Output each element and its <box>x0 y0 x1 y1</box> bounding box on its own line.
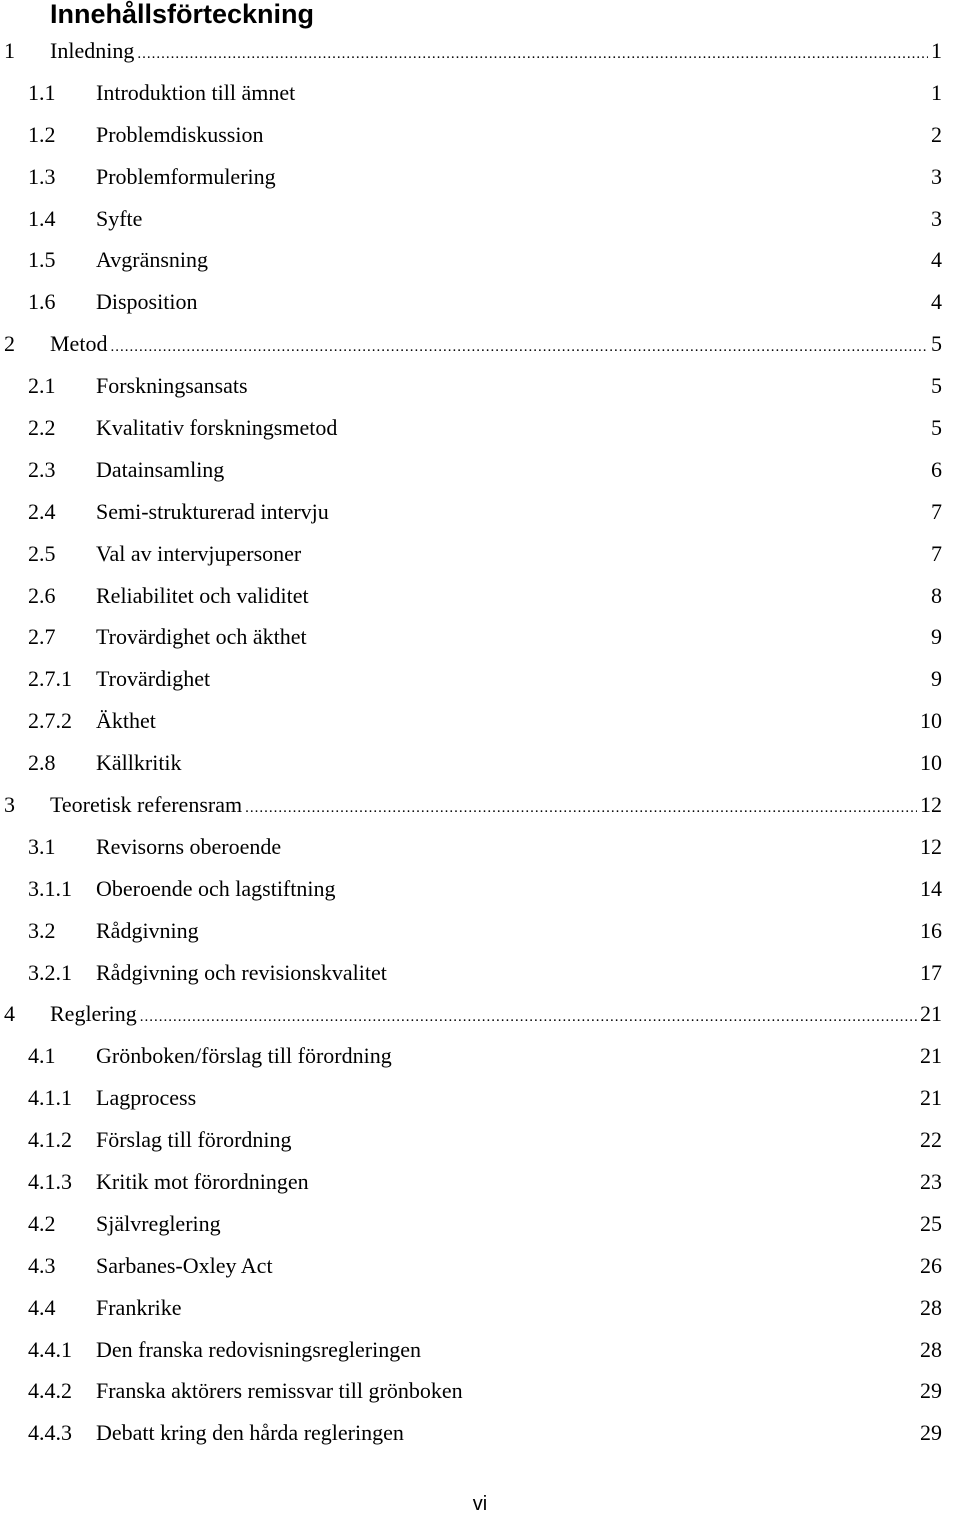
toc-title: Sarbanes-Oxley Act <box>96 1252 273 1278</box>
toc-page: 10 <box>920 708 942 734</box>
toc-entry-1-1[interactable] <box>0 72 960 114</box>
toc-page: 8 <box>931 582 942 608</box>
toc-entry-2-1[interactable] <box>0 365 960 407</box>
toc-entry-3-2-1[interactable] <box>0 952 960 994</box>
toc-title: Rådgivning och revisionskvalitet <box>96 959 387 985</box>
toc-page: 1 <box>931 79 942 105</box>
toc-title: Lagprocess <box>96 1085 197 1111</box>
toc-title: Trovärdighet <box>96 666 211 692</box>
toc-number: 3.2 <box>28 917 56 943</box>
toc-title: Självreglering <box>96 1210 221 1236</box>
toc-number: 4.4 <box>28 1294 56 1320</box>
toc-title: Kvalitativ forskningsmetod <box>96 414 338 440</box>
toc-chapter-1[interactable] <box>0 30 960 72</box>
toc-title: Teoretisk referensram <box>50 791 243 817</box>
toc-entry-4-4-2[interactable] <box>0 1371 960 1413</box>
toc-entry-2-2[interactable] <box>0 407 960 449</box>
toc-entry-4-2[interactable] <box>0 1203 960 1245</box>
toc-entry-4-1-1[interactable] <box>0 1077 960 1119</box>
toc-page: 2 <box>931 121 942 147</box>
toc-page: 21 <box>920 1001 942 1027</box>
toc-title: Reglering <box>50 1001 137 1027</box>
toc-number: 2 <box>4 331 15 357</box>
toc-number: 2.2 <box>28 414 56 440</box>
toc-title: Metod <box>50 331 108 357</box>
toc-title: Debatt kring den hårda regleringen <box>96 1420 404 1446</box>
toc-page: 14 <box>920 875 942 901</box>
toc-chapter-4[interactable] <box>0 993 960 1035</box>
toc-page: 26 <box>920 1252 942 1278</box>
toc-number: 2.6 <box>28 582 56 608</box>
toc-page: 12 <box>920 833 942 859</box>
toc-page: 25 <box>920 1210 942 1236</box>
toc-title: Disposition <box>96 289 198 315</box>
toc-number: 2.7.1 <box>28 666 72 692</box>
toc-page: 3 <box>931 163 942 189</box>
dot-leader <box>140 1010 917 1025</box>
toc-title: Äkthet <box>96 708 156 734</box>
toc-page: 7 <box>931 540 942 566</box>
toc-entry-3-1-1[interactable] <box>0 868 960 910</box>
toc-title: Rådgivning <box>96 917 199 943</box>
toc-title: Val av intervjupersoner <box>96 540 302 566</box>
toc-entry-4-1[interactable] <box>0 1035 960 1077</box>
toc-title: Förslag till förordning <box>96 1127 292 1153</box>
toc-page: 9 <box>931 624 942 650</box>
toc-leader-line <box>50 1001 942 1027</box>
toc-number: 4.1.3 <box>28 1168 72 1194</box>
dot-leader <box>137 47 928 62</box>
toc-entry-4-1-2[interactable] <box>0 1119 960 1161</box>
toc-title: Frankrike <box>96 1294 182 1320</box>
toc-page: 28 <box>920 1294 942 1320</box>
toc-page: 17 <box>920 959 942 985</box>
toc-page: 4 <box>931 289 942 315</box>
toc-entry-4-4-3[interactable] <box>0 1412 960 1454</box>
toc-entry-2-6[interactable] <box>0 575 960 617</box>
toc-entry-1-6[interactable] <box>0 281 960 323</box>
toc-chapter-3[interactable] <box>0 784 960 826</box>
toc-number: 4.4.3 <box>28 1420 72 1446</box>
toc-entry-2-7[interactable] <box>0 616 960 658</box>
toc-entry-4-1-3[interactable] <box>0 1161 960 1203</box>
toc-title: Syfte <box>96 205 143 231</box>
toc-number: 4.4.2 <box>28 1378 72 1404</box>
toc-number: 2.5 <box>28 540 56 566</box>
toc-number: 2.3 <box>28 456 56 482</box>
toc-page: 21 <box>920 1085 942 1111</box>
toc-title: Semi-strukturerad intervju <box>96 498 329 524</box>
toc-number: 2.8 <box>28 750 56 776</box>
toc-title: Franska aktörers remissvar till grönboken <box>96 1378 463 1404</box>
toc-heading: Innehållsförteckning <box>50 0 315 29</box>
toc-entry-2-3[interactable] <box>0 449 960 491</box>
toc-page: 23 <box>920 1168 942 1194</box>
toc-page: 9 <box>931 666 942 692</box>
toc-number: 1.2 <box>28 121 56 147</box>
toc-number: 4.3 <box>28 1252 56 1278</box>
toc-number: 1.5 <box>28 247 56 273</box>
toc-page: 1 <box>931 37 942 63</box>
toc-title: Forskningsansats <box>96 373 248 399</box>
toc-entry-1-5[interactable] <box>0 239 960 281</box>
toc-number: 2.7.2 <box>28 708 72 734</box>
toc-number: 4.1.1 <box>28 1085 72 1111</box>
toc-page: 12 <box>920 791 942 817</box>
toc-number: 4.1.2 <box>28 1127 72 1153</box>
toc-entry-4-4[interactable] <box>0 1287 960 1329</box>
table-of-contents <box>0 30 960 1454</box>
toc-leader-line <box>50 792 942 818</box>
toc-title: Revisorns oberoende <box>96 833 282 859</box>
toc-title: Källkritik <box>96 750 182 776</box>
toc-page: 29 <box>920 1420 942 1446</box>
toc-leader-line <box>50 331 942 357</box>
toc-title: Introduktion till ämnet <box>96 79 296 105</box>
toc-number: 4.1 <box>28 1043 56 1069</box>
toc-entry-2-8[interactable] <box>0 742 960 784</box>
toc-title: Problemdiskussion <box>96 121 264 147</box>
toc-number: 3.1 <box>28 833 56 859</box>
toc-title: Avgränsning <box>96 247 209 273</box>
toc-entry-3-2[interactable] <box>0 910 960 952</box>
toc-page: 3 <box>931 205 942 231</box>
toc-number: 1 <box>4 37 15 63</box>
toc-entry-4-4-1[interactable] <box>0 1329 960 1371</box>
toc-title: Oberoende och lagstiftning <box>96 875 336 901</box>
toc-entry-1-3[interactable] <box>0 156 960 198</box>
toc-title: Trovärdighet och äkthet <box>96 624 307 650</box>
toc-entry-1-2[interactable] <box>0 114 960 156</box>
toc-page: 10 <box>920 750 942 776</box>
toc-page: 7 <box>931 498 942 524</box>
page-number-footer: vi <box>472 1493 488 1515</box>
toc-number: 1.6 <box>28 289 56 315</box>
toc-page: 21 <box>920 1043 942 1069</box>
toc-title: Inledning <box>50 37 135 63</box>
toc-number: 2.7 <box>28 624 56 650</box>
toc-leader-line <box>50 38 942 64</box>
toc-entry-2-4[interactable] <box>0 491 960 533</box>
toc-number: 3.2.1 <box>28 959 72 985</box>
toc-number: 2.4 <box>28 498 56 524</box>
toc-page: 5 <box>931 414 942 440</box>
toc-title: Kritik mot förordningen <box>96 1168 309 1194</box>
toc-page: 16 <box>920 917 942 943</box>
toc-number: 1.1 <box>28 79 56 105</box>
toc-page: 5 <box>931 331 942 357</box>
toc-entry-4-3[interactable] <box>0 1245 960 1287</box>
toc-number: 3.1.1 <box>28 875 72 901</box>
toc-number: 2.1 <box>28 373 56 399</box>
toc-chapter-2[interactable] <box>0 323 960 365</box>
toc-entry-3-1[interactable] <box>0 826 960 868</box>
toc-page: 22 <box>920 1127 942 1153</box>
toc-number: 1.4 <box>28 205 56 231</box>
toc-entry-2-7-1[interactable] <box>0 658 960 700</box>
toc-title: Reliabilitet och validitet <box>96 582 309 608</box>
toc-number: 3 <box>4 791 15 817</box>
dot-leader <box>245 801 917 816</box>
toc-page: 6 <box>931 456 942 482</box>
toc-title: Problemformulering <box>96 163 276 189</box>
dot-leader <box>110 340 928 355</box>
toc-title: Datainsamling <box>96 456 225 482</box>
toc-number: 4 <box>4 1001 15 1027</box>
toc-number: 4.4.1 <box>28 1336 72 1362</box>
toc-title: Den franska redovisningsregleringen <box>96 1336 422 1362</box>
toc-page: 29 <box>920 1378 942 1404</box>
toc-entry-2-7-2[interactable] <box>0 700 960 742</box>
toc-number: 1.3 <box>28 163 56 189</box>
toc-page: 5 <box>931 373 942 399</box>
toc-entry-2-5[interactable] <box>0 533 960 575</box>
toc-title: Grönboken/förslag till förordning <box>96 1043 392 1069</box>
toc-entry-1-4[interactable] <box>0 198 960 240</box>
toc-number: 4.2 <box>28 1210 56 1236</box>
toc-page: 28 <box>920 1336 942 1362</box>
toc-page: 4 <box>931 247 942 273</box>
